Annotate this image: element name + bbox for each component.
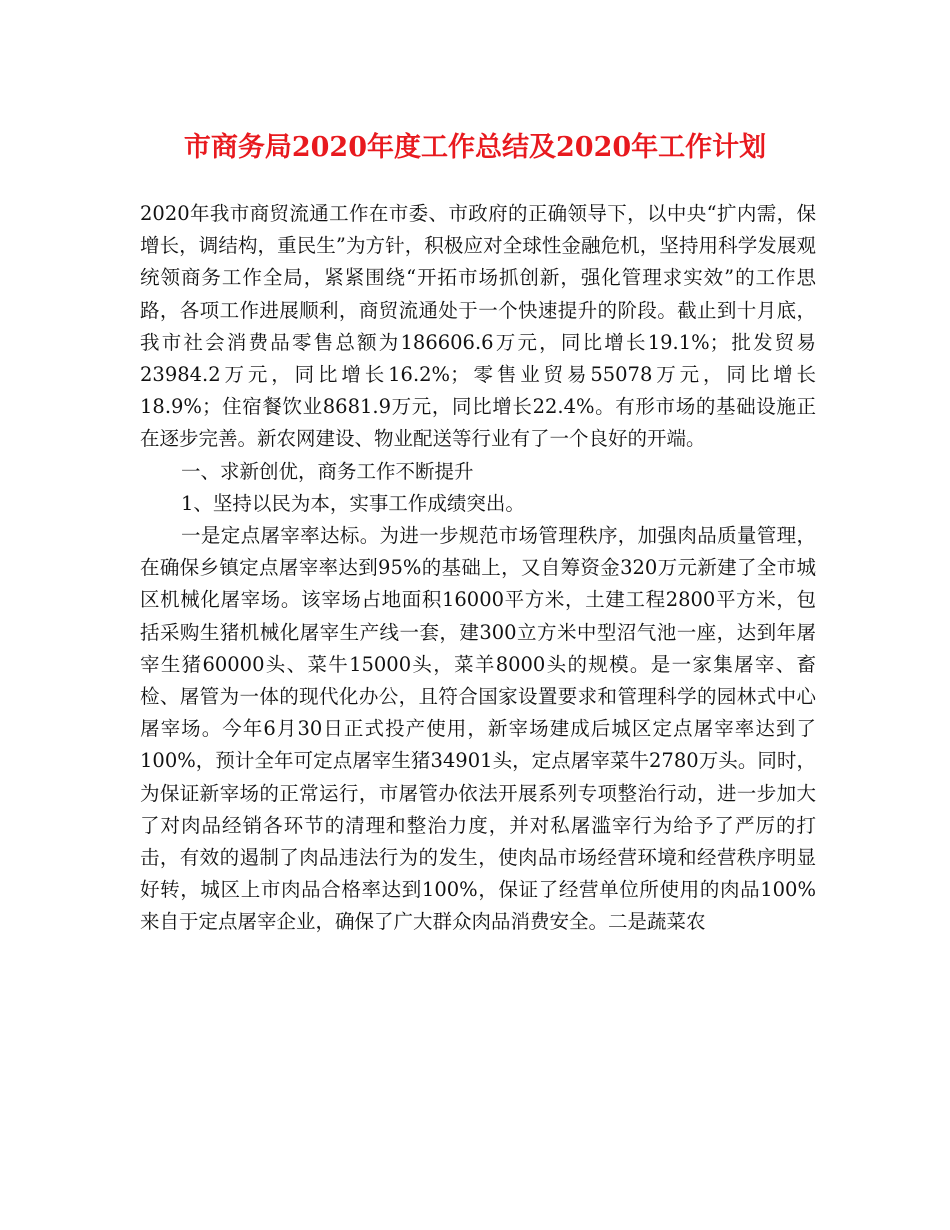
subsection-heading: 1、坚持以民为本，实事工作成绩突出。	[181, 491, 525, 515]
document-body	[140, 198, 816, 939]
document-title: 市商务局2020年度工作总结及2020年工作计划	[183, 132, 767, 163]
section-heading: 一、求新创优，商务工作不断提升	[181, 459, 474, 483]
body-paragraph: 一是定点屠宰率达标。为进一步规范市场管理秩序，加强肉品质量管理，在确保乡镇定点屠宰率达到95%的基础上，又自筹资金320万元新建了全市城区机械化屠宰场。该宰场占地面积16000平方米，土建工程2800平方米，包括采购生猪机械化屠宰生产线一套，建300立方米中型沼气池一座，达到年屠宰生猪60000头、菜牛15000头，菜羊8000头的规模。是一家集屠宰、畜检、屠管为一体的现代化办公，且符合国家设置要求和管理科学的园林式中心屠宰场。今年6月30日正式投产使用，新宰场建成后城区定点屠宰率达到了100%，预计全年可定点屠宰生猪34901头，定点屠宰菜牛2780万头。同时，为保证新宰场的正常运行，市屠管办依法开展系列专项整治行动，进一步加大了对肉品经销各环节的清理和整治力度，并对私屠滥宰行为给予了严厉的打击，有效的遏制了肉品违法行为的发生，使肉品市场经营环境和经营秩序明显好转，城区上市肉品合格率达到100%，保证了经营单位所使用的肉品100%来自于定点屠宰企业，确保了广大群众肉品消费安全。二是蔬菜农	[140, 524, 816, 934]
intro-paragraph: 2020年我市商贸流通工作在市委、市政府的正确领导下，以中央“扩内需，保增长，调结构，重民生”为方针，积极应对全球性金融危机，坚持用科学发展观统领商务工作全局，紧紧围绕“开拓市场抓创新，强化管理求实效”的工作思路，各项工作进展顺利，商贸流通处于一个快速提升的阶段。截止到十月底，我市社会消费品零售总额为186606.6万元，同比增长19.1%；批发贸易23984.2万元，同比增长16.2%；零售业贸易55078万元，同比增长18.9%；住宿餐饮业8681.9万元，同比增长22.4%。有形市场的基础设施正在逐步完善。新农网建设、物业配送等行业有了一个良好的开端。	[140, 202, 816, 451]
